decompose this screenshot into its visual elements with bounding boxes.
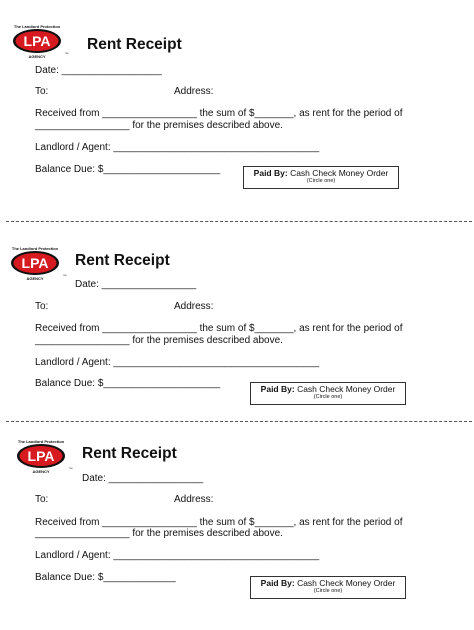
- lpa-logo: [14, 437, 78, 479]
- landlord-agent-field[interactable]: Landlord / Agent: _____________________________________: [35, 357, 320, 368]
- received-from-line[interactable]: Received from _________________ the sum of $_______, as rent for the period of: [35, 517, 403, 528]
- svg-text:LPA: LPA: [21, 255, 49, 271]
- paid-by-box: [250, 382, 406, 405]
- svg-text:™: ™: [63, 274, 67, 278]
- svg-text:LPA: LPA: [27, 448, 55, 464]
- svg-text:The Landlord Protection: The Landlord Protection: [13, 24, 61, 29]
- svg-text:AGENCY: AGENCY: [32, 469, 50, 474]
- payment-options[interactable]: Cash Check Money Order: [297, 384, 396, 394]
- to-label: To:: [35, 301, 49, 312]
- paid-by-box: [243, 166, 399, 189]
- period-line[interactable]: _________________ for the premises described above.: [35, 120, 283, 131]
- receipt-title: Rent Receipt: [87, 36, 182, 53]
- received-from-line[interactable]: Received from _________________ the sum of $_______, as rent for the period of: [35, 323, 403, 334]
- address-label: Address:: [174, 301, 214, 312]
- address-label: Address:: [174, 494, 214, 505]
- receipt-title: Rent Receipt: [82, 445, 177, 462]
- cut-line-2: [6, 421, 472, 422]
- balance-due-field[interactable]: Balance Due: $_____________________: [35, 378, 221, 389]
- paid-by-label: Paid By:: [260, 578, 295, 588]
- payment-options[interactable]: Cash Check Money Order: [297, 578, 396, 588]
- svg-text:™: ™: [69, 467, 73, 471]
- period-line[interactable]: _________________ for the premises described above.: [35, 335, 283, 346]
- circle-one-note: (Circle one): [313, 588, 343, 594]
- circle-one-note: (Circle one): [313, 394, 343, 400]
- landlord-agent-field[interactable]: Landlord / Agent: _____________________________________: [35, 142, 320, 153]
- date-field[interactable]: Date: _________________: [82, 473, 204, 484]
- date-field[interactable]: Date: __________________: [35, 65, 162, 76]
- balance-due-field[interactable]: Balance Due: $_____________________: [35, 164, 221, 175]
- lpa-logo: [10, 22, 74, 64]
- paid-by-label: Paid By:: [260, 384, 295, 394]
- paid-by-box: [250, 576, 406, 599]
- lpa-logo: [8, 244, 72, 286]
- svg-text:LPA: LPA: [23, 33, 51, 49]
- landlord-agent-field[interactable]: Landlord / Agent: _____________________________________: [35, 550, 320, 561]
- period-line[interactable]: _________________ for the premises described above.: [35, 528, 283, 539]
- paid-by-label: Paid By:: [253, 168, 288, 178]
- date-field[interactable]: Date: _________________: [75, 279, 197, 290]
- svg-text:AGENCY: AGENCY: [28, 54, 46, 59]
- address-label: Address:: [174, 86, 214, 97]
- to-label: To:: [35, 494, 49, 505]
- to-label: To:: [35, 86, 49, 97]
- balance-due-field[interactable]: Balance Due: $_____________: [35, 572, 176, 583]
- payment-options[interactable]: Cash Check Money Order: [290, 168, 389, 178]
- receipt-title: Rent Receipt: [75, 252, 170, 269]
- circle-one-note: (Circle one): [306, 178, 336, 184]
- svg-text:The Landlord Protection: The Landlord Protection: [11, 246, 59, 251]
- svg-text:The Landlord Protection: The Landlord Protection: [17, 439, 65, 444]
- svg-text:™: ™: [65, 52, 69, 56]
- svg-text:AGENCY: AGENCY: [26, 276, 44, 281]
- received-from-line[interactable]: Received from _________________ the sum of $_______, as rent for the period of: [35, 108, 403, 119]
- cut-line-1: [6, 221, 472, 222]
